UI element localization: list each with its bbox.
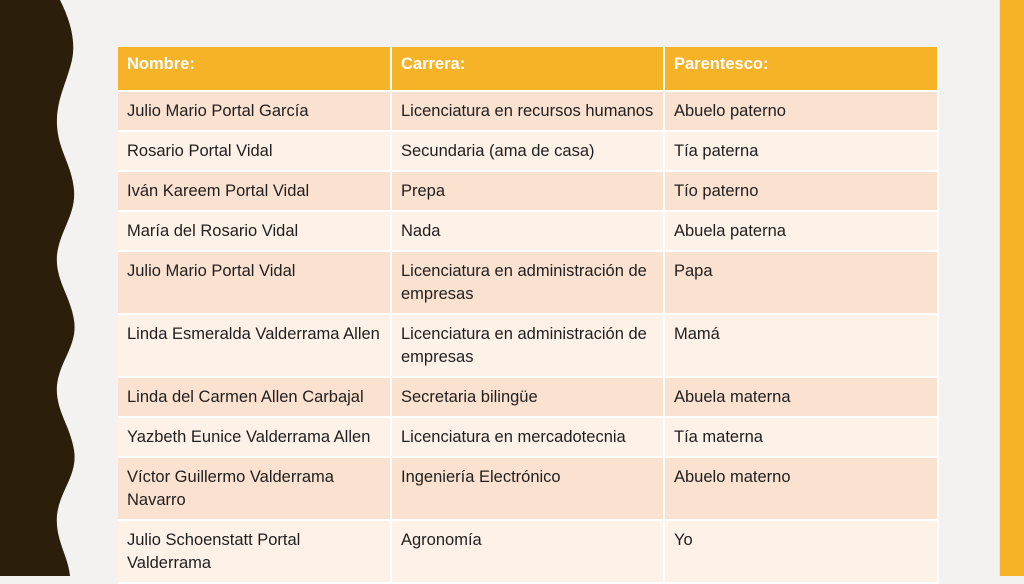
cell-carrera: Licenciatura en mercadotecnia (391, 417, 664, 457)
table-row (118, 91, 938, 131)
table-row (118, 251, 938, 314)
cell-carrera: Licenciatura en administración de empresas (391, 251, 664, 314)
cell-nombre: Julio Mario Portal García (118, 91, 391, 131)
cell-nombre: Víctor Guillermo Valderrama Navarro (118, 457, 391, 520)
accent-bar-right (1000, 0, 1024, 576)
family-table (118, 47, 939, 584)
header-parentesco: Parentesco: (664, 47, 938, 91)
cell-carrera: Licenciatura en recursos humanos (391, 91, 664, 131)
cell-carrera: Nada (391, 211, 664, 251)
cell-nombre: Rosario Portal Vidal (118, 131, 391, 171)
wavy-left-band (0, 0, 80, 576)
cell-nombre: María del Rosario Vidal (118, 211, 391, 251)
cell-parentesco: Tío paterno (664, 171, 938, 211)
table-row (118, 377, 938, 417)
cell-nombre: Julio Schoenstatt Portal Valderrama (118, 520, 391, 583)
cell-carrera: Secundaria (ama de casa) (391, 131, 664, 171)
wavy-band-shape (0, 0, 75, 576)
cell-carrera: Ingeniería Electrónico (391, 457, 664, 520)
cell-parentesco: Abuela materna (664, 377, 938, 417)
cell-carrera: Licenciatura en administración de empresas (391, 314, 664, 377)
cell-parentesco: Abuelo paterno (664, 91, 938, 131)
cell-nombre: Iván Kareem Portal Vidal (118, 171, 391, 211)
cell-parentesco: Abuelo materno (664, 457, 938, 520)
cell-parentesco: Mamá (664, 314, 938, 377)
cell-carrera: Secretaria bilingüe (391, 377, 664, 417)
cell-parentesco: Abuela paterna (664, 211, 938, 251)
header-nombre: Nombre: (118, 47, 391, 91)
cell-carrera: Agronomía (391, 520, 664, 583)
cell-parentesco: Tía materna (664, 417, 938, 457)
table-row (118, 171, 938, 211)
table-row (118, 131, 938, 171)
cell-parentesco: Papa (664, 251, 938, 314)
table-row (118, 417, 938, 457)
table-row (118, 520, 938, 583)
cell-nombre: Julio Mario Portal Vidal (118, 251, 391, 314)
table-row (118, 211, 938, 251)
cell-nombre: Linda del Carmen Allen Carbajal (118, 377, 391, 417)
table-row (118, 314, 938, 377)
cell-nombre: Yazbeth Eunice Valderrama Allen (118, 417, 391, 457)
table-header-row (118, 47, 938, 91)
table-row (118, 457, 938, 520)
cell-nombre: Linda Esmeralda Valderrama Allen (118, 314, 391, 377)
cell-parentesco: Tía paterna (664, 131, 938, 171)
header-carrera: Carrera: (391, 47, 664, 91)
cell-parentesco: Yo (664, 520, 938, 583)
cell-carrera: Prepa (391, 171, 664, 211)
